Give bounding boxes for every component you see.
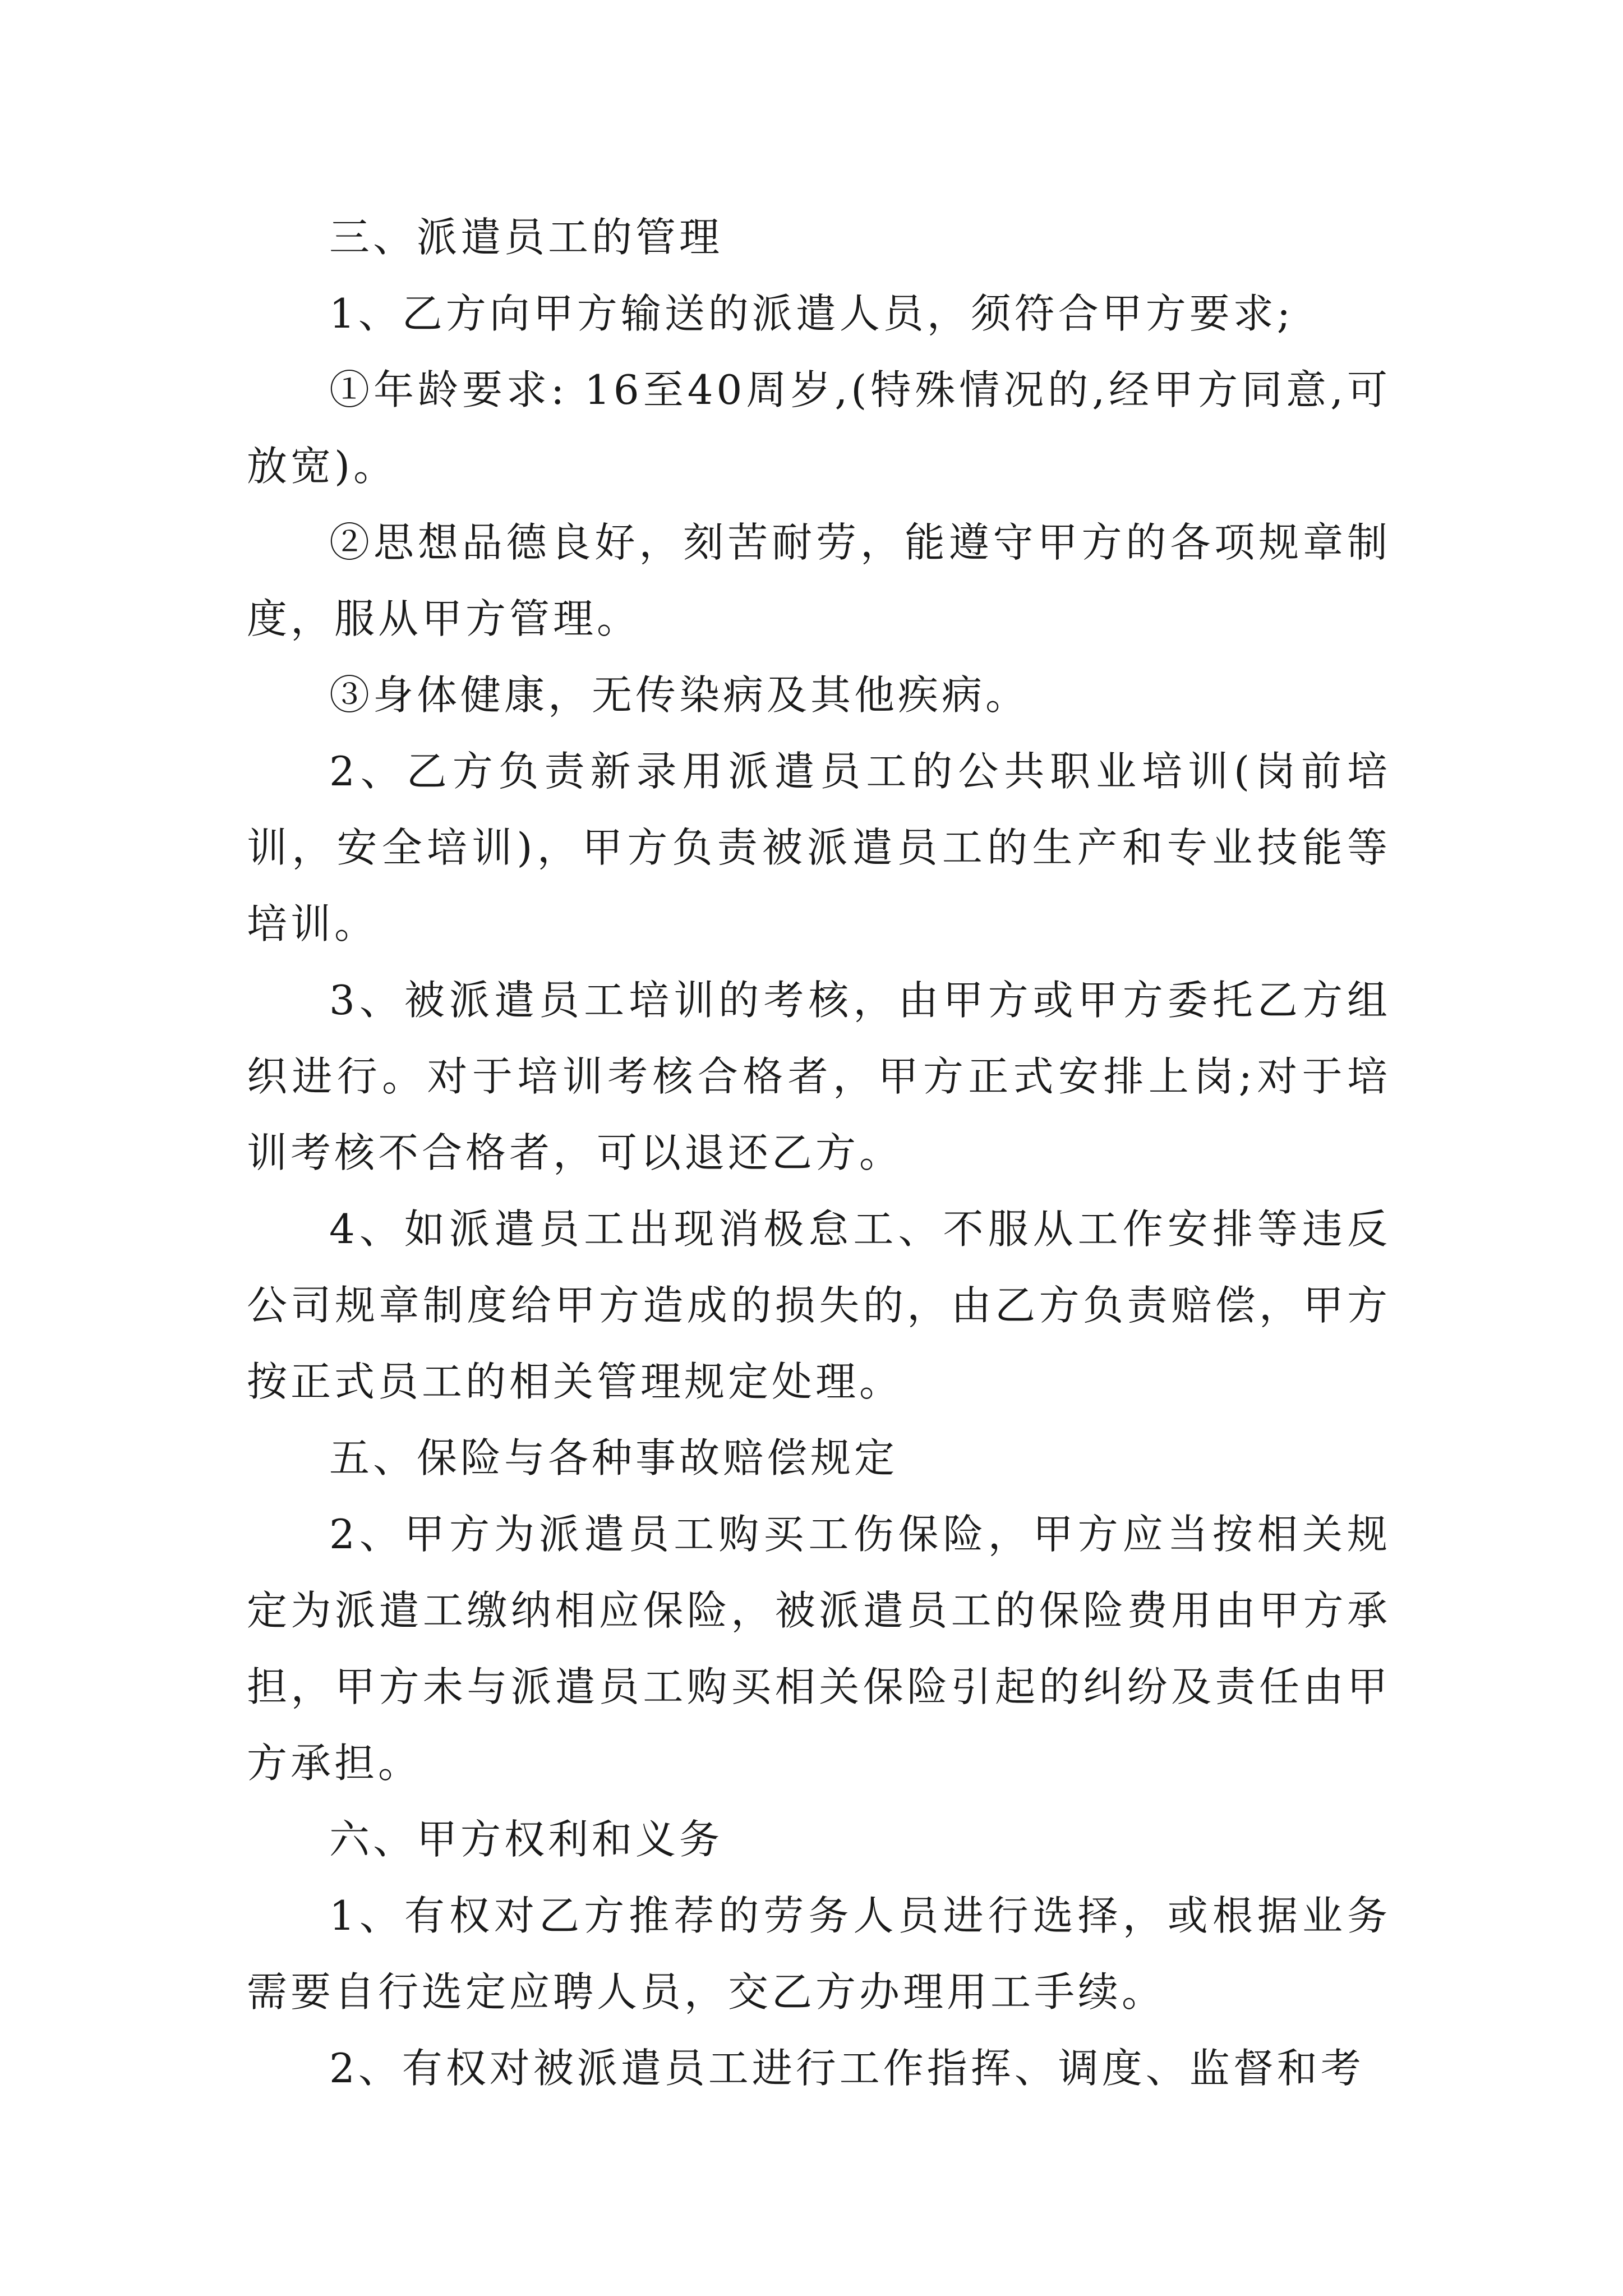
section-heading-management: 三、派遣员工的管理 [329, 214, 723, 261]
paragraph-training: 2、乙方负责新录用派遣员工的公共职业培训(岗前培训，安全培训)，甲方负责被派遣员工的生产和专业技能等培训。 [247, 748, 1391, 947]
paragraph-selection-right: 1、有权对乙方推荐的劳务人员进行选择，或根据业务需要自行选定应聘人员，交乙方办理用工手续。 [247, 1892, 1391, 2016]
paragraph-insurance: 2、甲方为派遣员工购买工伤保险，甲方应当按相关规定为派遣工缴纳相应保险，被派遣员工的保险费用由甲方承担，甲方未与派遣员工购买相关保险引起的纠纷及责任由甲方承担。 [247, 1511, 1391, 1787]
paragraph-violations: 4、如派遣员工出现消极怠工、不服从工作安排等违反公司规章制度给甲方造成的损失的，由乙方负责赔偿，甲方按正式员工的相关管理规定处理。 [247, 1205, 1391, 1405]
paragraph-health-requirement: ③身体健康，无传染病及其他疾病。 [329, 671, 1030, 719]
paragraph-training-assessment: 3、被派遣员工培训的考核，由甲方或甲方委托乙方组织进行。对于培训考核合格者，甲方正式安排上岗;对于培训考核不合格者，可以退还乙方。 [247, 977, 1391, 1176]
paragraph-staff-requirements: 1、乙方向甲方输送的派遣人员，须符合甲方要求; [329, 290, 1294, 337]
paragraph-supervision-right: 2、有权对被派遣员工进行工作指挥、调度、监督和考 [329, 2045, 1364, 2092]
paragraph-age-requirement: ①年龄要求: 16至40周岁,(特殊情况的,经甲方同意,可放宽)。 [247, 366, 1391, 490]
section-heading-insurance: 五、保险与各种事故赔偿规定 [329, 1434, 898, 1481]
section-heading-party-a-rights: 六、甲方权利和义务 [329, 1816, 723, 1863]
paragraph-moral-requirement: ②思想品德良好，刻苦耐劳，能遵守甲方的各项规章制度，服从甲方管理。 [247, 519, 1391, 642]
document-body [247, 199, 1391, 2106]
